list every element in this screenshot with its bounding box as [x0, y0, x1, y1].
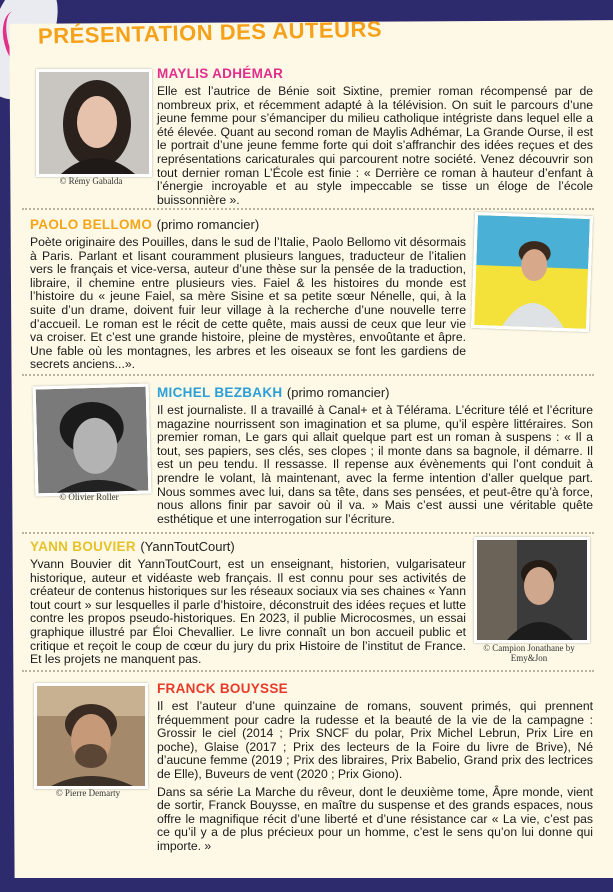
author-section-franck: [157, 680, 593, 854]
author-header: [30, 216, 466, 234]
portrait-man-sepia-icon: [37, 686, 145, 786]
author-note: (primo romancier): [286, 385, 390, 400]
author-section-yann: [30, 538, 466, 667]
portrait-man-smiling-icon: [477, 540, 587, 640]
author-header: [157, 65, 593, 83]
author-header: [30, 538, 466, 556]
author-name: YANN BOUVIER: [30, 539, 136, 554]
author-bio: [157, 85, 593, 207]
bio-paragraph: Poète originaire des Pouilles, dans le sud de l’Italie, Paolo Bellomo vit désormais à Paris. Parlant et lisant couramment plusieurs langues, traducteur de l’italien vers le français et vice-versa, auteur d’une thèse sur la pensée de la traduction, libraire, il chemine entre plusieurs vies. Faiel & les histoires du monde est l’histoire du « jeune Faiel, sa mère Sisine et sa petite sœur Nénelle, qui, à la suite d’un drame, doivent fuir leur village à la recherche d’une nouvelle terre d’accueil. Le roman est le récit de cette quête, mais aussi de ceux que leur vie va croiser. Et c’est une grande histoire, pleine de mystères, envoûtante et âpre. Une fable où les montagnes, les arbres et les oiseaux se font les gardiens de secrets anciens...».: [30, 235, 466, 372]
section-divider: [22, 532, 594, 536]
page-title: PRÉSENTATION DES AUTEURS: [37, 16, 383, 49]
author-bio: [157, 404, 593, 526]
author-photo-maylis: [36, 69, 152, 177]
author-bio: [30, 558, 466, 667]
section-divider: [22, 208, 594, 212]
author-name: FRANCK BOUYSSE: [157, 681, 288, 696]
author-photo-yann: [474, 537, 590, 643]
section-divider: [22, 374, 594, 378]
author-note: (YannToutCourt): [140, 539, 235, 554]
photo-credit: © Pierre Demarty: [55, 788, 121, 798]
section-divider: [22, 670, 594, 674]
author-bio: [157, 700, 593, 854]
author-bio: [30, 236, 466, 372]
portrait-man-bw-icon: [36, 387, 149, 494]
portrait-man-icon: [474, 215, 590, 329]
bio-paragraph: Yvann Bouvier dit YannToutCourt, est un enseignant, historien, vulgarisateur historique, auteur et vidéaste web français. Il est connu pour ses activités de créateur de contenus historiques sur les réseaux sociaux via ses chaines « Yann tout court » sur lesquelles il parle d’histoire, déconstruit des idées reçues et lutte contre les propos pseudo-historiques. En 2023, il publie Microcosmes, un essai graphique illustré par Éloi Chevallier. Le livre connaît un bon accueil public et critique et reçoit le coup de cœur du jury du prix Histoire de l’institut de France. Et les projets ne manquent pas.: [30, 557, 466, 667]
author-section-maylis: [157, 65, 593, 207]
author-photo-paolo: [471, 212, 593, 332]
photo-credit: © Olivier Roller: [59, 492, 119, 502]
author-name: MICHEL BEZBAKH: [157, 385, 283, 400]
author-section-paolo: [30, 216, 466, 372]
bottom-bar: [0, 878, 613, 892]
portrait-woman-icon: [39, 72, 149, 174]
bio-paragraph: Elle est l’autrice de Bénie soit Sixtine, premier roman récompensé par de nombreux prix, et récemment adapté à la télévision. On suit le parcours d’une jeune femme pour s’émanciper du milieu catholique intégriste dans lequel elle a été élevée. Quant au second roman de Maylis Adhémar, La Grande Ourse, il est le portrait d’une jeune femme forte qui doit s’affranchir des idées reçues et des représentations caricaturales qui parcourent notre société. Venez découvrir son tout dernier roman L’École est finie : « Derrière ce roman à hauteur d’enfant à l’énergie incroyable et au style impeccable se tisse un éloge de l’école buissonnière ».: [157, 84, 593, 207]
bio-paragraph: Dans sa série La Marche du rêveur, dont le deuxième tome, Âpre monde, vient de sortir, Franck Bouysse, en maître du suspense et des grands espaces, nous offre le magnifique récit d’une liberté et d’une résistance car « La vie, c’est pas ce qu’il y a de plus précieux pour un homme, c’est le sens qu’on lui donne qui importe. »: [157, 784, 593, 853]
author-photo-franck: [34, 683, 148, 789]
photo-credit: © Rémy Gabalda: [59, 176, 123, 186]
author-header: [157, 680, 593, 698]
author-note: (primo romancier): [156, 217, 260, 232]
author-header: [157, 384, 593, 402]
bio-paragraph: Il est l’auteur d’une quinzaine de romans, souvent primés, qui prennent fréquemment pour cadre la rudesse et la beauté de la vie de la campagne : Grossir le ciel (2014 ; Prix SNCF du polar, Prix Michel Lebrun, Prix Lire en poche), Glaise (2017 ; Prix des lecteurs de la Foire du livre de Brive), Né d’aucune femme (2019 ; Prix des libraires, Prix Babelio, Grand prix des lectrices de Elle), Buveurs de vent (2020 ; Prix Giono).: [157, 699, 593, 781]
author-name: MAYLIS ADHÉMAR: [157, 66, 284, 81]
author-name: PAOLO BELLOMO: [30, 217, 153, 232]
photo-credit: © Campion Jonathane by Emy&Jon: [483, 643, 575, 663]
author-photo-michel: [33, 384, 152, 497]
bio-paragraph: Il est journaliste. Il a travaillé à Canal+ et à Télérama. L’écriture télé et l’écriture magazine nourrissent son imagination et sa plume, qu’il espère littéraires. Son premier roman, Le gars qui allait quelque part est un roman à suspens : « Il a tout, ses papiers, ses clés, ses clopes ; il monte dans sa bagnole, il démarre. Il est un peu tendu. Il ressasse. Il repense aux évènements qui l’ont conduit à prendre le volant, là maintenant, avec la ferme intention d’aller quelque part. Nous sommes avec lui, dans sa tête, dans ses pensées, et peut-être qu’à force, nous allons finir par savoir où il va. » Mais c’est aussi une véritable quête esthétique et une interrogation sur l’écriture.: [157, 403, 593, 526]
author-section-michel: [157, 384, 593, 526]
